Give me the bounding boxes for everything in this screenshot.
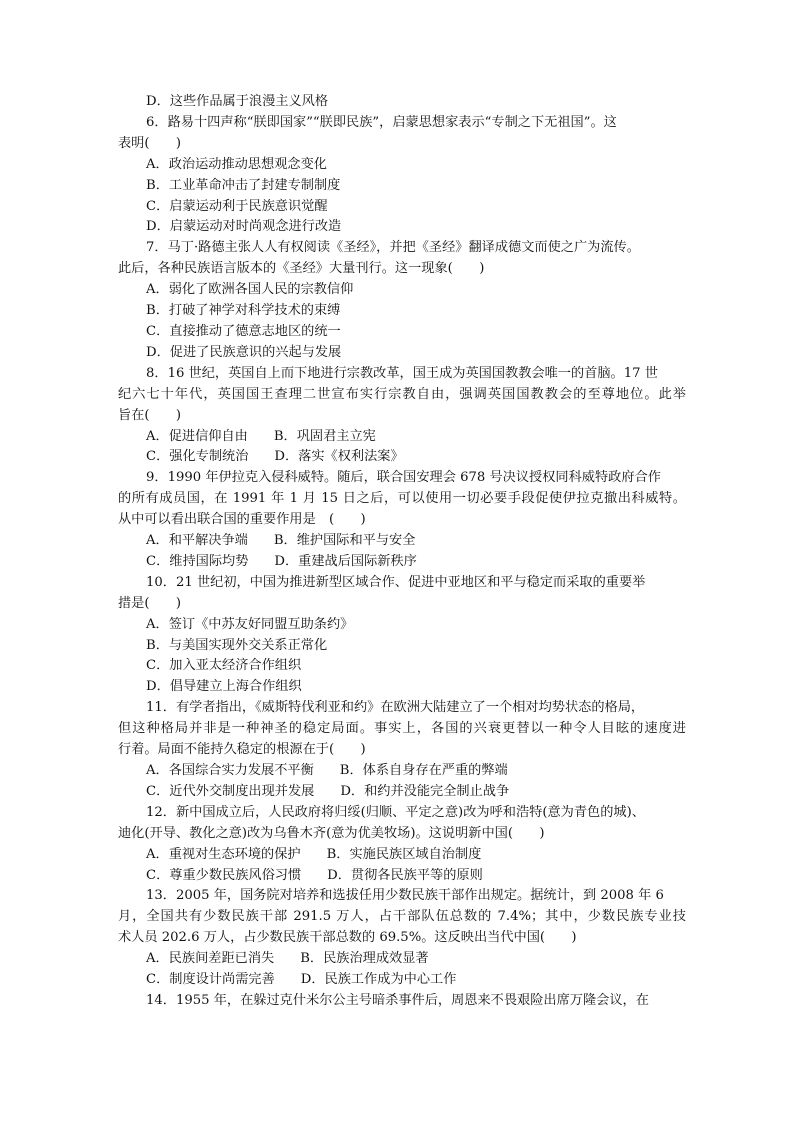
option-row [118,447,686,468]
option-text: C．制度设计尚需完善 [146,972,275,988]
question-stem-continued: 迪化(开导、教化之意)改为乌鲁木齐(意为优美牧场)。这说明新中国( ) [118,825,545,841]
question-stem: 11．有学者指出，《威斯特伐利亚和约》在欧洲大陆建立了一个相对均势状态的格局， [146,700,645,716]
option-text: A．民族间差距已消失 [146,951,275,967]
option-text: C．近代外交制度出现并发展 [146,783,315,799]
question-stem-continued: 行着。局面不能持久稳定的根源在于( ) [118,742,366,758]
option-row [118,949,686,970]
option-line: A．签订《中苏友好同盟互助条约》 [146,616,354,632]
question-stem-continued: 从中可以看出联合国的重要作用是 ( ) [118,512,366,528]
question-stem: 9．1990 年伊拉克入侵科威特。随后，联合国安理会 678 号决议授权同科威特政府合作 [146,470,661,486]
question-stem: 8．16 世纪，英国自上而下地进行宗教改革，国王成为英国国教教会唯一的首脑。17 世 [146,365,658,381]
option-text: D．落实《权利法案》 [274,449,404,465]
option-text: B．巩固君主立宪 [273,428,376,444]
question-stem: 6．路易十四声称“朕即国家”“朕即民族”，启蒙思想家表示“专制之下无祖国”。这 [146,114,617,130]
option-line: D．这些作品属于浪漫主义风格 [146,94,329,109]
option-text: B．维护国际和平与安全 [273,533,416,549]
question-stem-continued: 月，全国共有少数民族干部 291.5 万人，占干部队伍总数的 7.4%；其中，少数民族专业技 [118,909,686,925]
option-row [118,782,686,803]
option-text: C．尊重少数民族风俗习惯 [146,867,302,883]
option-row [118,531,686,552]
option-text: A．和平解决争端 [146,533,248,549]
option-line: C．启蒙运动利于民族意识觉醒 [146,198,328,214]
question-stem-continued: 的所有成员国，在 1991 年 1 月 15 日之后，可以使用一切必要手段促使伊拉克撤出科威特。 [118,491,686,507]
option-text: A．促进信仰自由 [146,428,248,444]
question-stem-continued: 术人员 202.6 万人，占少数民族干部总数的 69.5%。这反映出当代中国( ) [118,930,577,946]
option-text: D．民族工作成为中心工作 [300,972,457,988]
question-stem-continued: 纪六七十年代，英国国王查理二世宣布实行宗教自由，强调英国国教教会的至尊地位。此举 [118,386,686,402]
question-stem: 13．2005 年，国务院对培养和选拔任用少数民族干部作出规定。据统计，到 2008 年 6 [146,888,664,904]
option-text: B．民族治理成效显著 [300,951,429,967]
option-text: D．重建战后国际新秩序 [274,553,417,569]
option-text: B．实施民族区域自治制度 [326,846,482,862]
option-line: A．弱化了欧洲各国人民的宗教信仰 [146,282,354,298]
option-line: B．打破了神学对科学技术的束缚 [146,303,341,319]
option-text: D．和约并没能完全制止战争 [340,783,510,799]
exam-page [118,92,686,1012]
option-line: C．直接推动了德意志地区的统一 [146,323,341,339]
option-row [118,970,686,991]
option-text: A．各国综合实力发展不平衡 [146,763,314,778]
question-stem: 7．马丁·路德主张人人有权阅读《圣经》，并把《圣经》翻译成德文而使之广为流传。 [146,240,640,256]
option-row [118,845,686,866]
question-stem: 10．21 世纪初，中国为推进新型区域合作、促进中亚地区和平与稳定而采取的重要举 [146,574,646,590]
option-line: D．促进了民族意识的兴起与发展 [146,344,342,360]
option-line: B．工业革命冲击了封建专制制度 [146,177,341,193]
question-stem-continued: 此后，各种民族语言版本的《圣经》大量刊行。这一现象( ) [118,261,485,277]
question-stem: 12．新中国成立后，人民政府将归绥(归顺、平定之意)改为呼和浩特(意为青色的城)、 [146,804,645,820]
question-stem-continued: 旨在( ) [118,407,182,423]
option-line: D．倡导建立上海合作组织 [146,679,302,695]
option-line: D．启蒙运动对时尚观念进行改造 [146,219,342,235]
option-line: A．政治运动推动思想观念变化 [146,156,327,172]
option-row [118,552,686,573]
option-row [118,427,686,448]
question-stem-continued: 表明( ) [118,135,182,151]
option-row [118,866,686,887]
option-line: C．加入亚太经济合作组织 [146,658,302,674]
question-stem-continued: 措是( ) [118,595,182,611]
option-text: C．强化专制统治 [146,449,249,465]
option-text: B．体系自身存在严重的弊端 [339,763,508,778]
option-row [118,761,686,782]
option-text: D．贯彻各民族平等的原则 [327,867,483,883]
option-text: C．维持国际均势 [146,553,249,569]
question-stem-continued: 但这种格局并非是一种神圣的稳定局面。事实上，各国的兴衰更替以一种令人目眩的速度进 [118,721,686,737]
option-line: B．与美国实现外交关系正常化 [146,637,328,653]
option-text: A．重视对生态环境的保护 [146,846,301,862]
question-stem: 14．1955 年，在躲过克什米尔公主号暗杀事件后，周恩来不畏艰险出席万隆会议，在 [146,992,649,1008]
